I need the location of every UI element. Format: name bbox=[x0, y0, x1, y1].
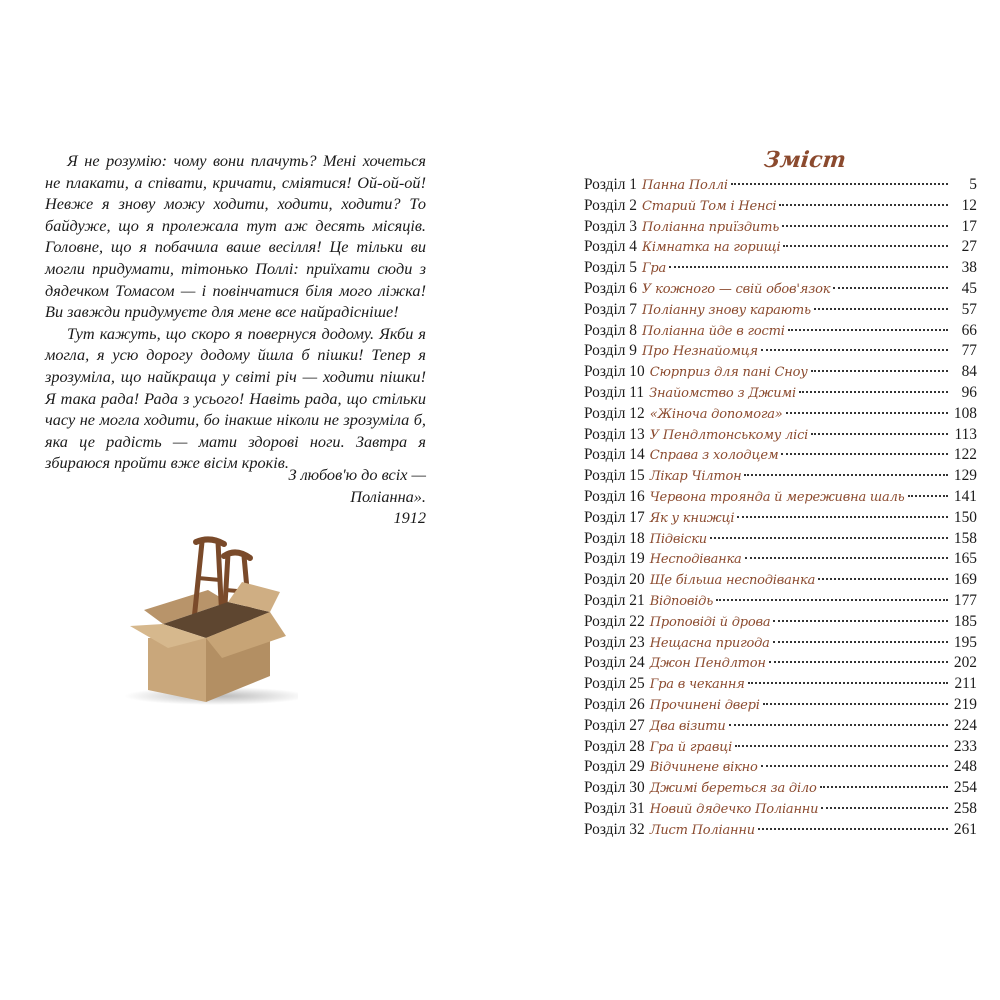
toc-chapter-label: Розділ 3 bbox=[584, 217, 638, 235]
toc-title: Зміст bbox=[762, 147, 848, 173]
toc-leader-dots bbox=[773, 619, 948, 622]
toc-leader-dots bbox=[782, 224, 948, 227]
toc-chapter-label: Розділ 5 bbox=[584, 259, 638, 277]
toc-entry[interactable] bbox=[584, 549, 977, 570]
toc-page-number: 150 bbox=[953, 508, 977, 526]
toc-leader-dots bbox=[783, 244, 948, 247]
toc-leader-dots bbox=[731, 182, 948, 185]
toc-page-number: 195 bbox=[953, 633, 977, 651]
toc-entry[interactable] bbox=[584, 217, 977, 238]
toc-chapter-label: Розділ 20 bbox=[584, 571, 645, 589]
toc-chapter-title: Новий дядечко Поліанни bbox=[649, 801, 819, 817]
toc-chapter-label: Розділ 31 bbox=[584, 799, 645, 817]
toc-leader-dots bbox=[821, 806, 948, 809]
toc-leader-dots bbox=[735, 744, 948, 747]
toc-chapter-title: Два візити bbox=[649, 718, 726, 734]
toc-chapter-title: Панна Поллі bbox=[642, 178, 728, 193]
toc-page-number: 141 bbox=[953, 487, 977, 505]
toc-chapter-title: Лікар Чілтон bbox=[649, 469, 742, 485]
toc-entry[interactable] bbox=[584, 757, 977, 778]
toc-page-number: 202 bbox=[953, 654, 977, 672]
toc-chapter-title: Джимі береться за діло bbox=[649, 781, 817, 797]
toc-page-number: 165 bbox=[953, 550, 977, 568]
toc-leader-dots bbox=[786, 411, 948, 414]
toc-entry[interactable] bbox=[584, 529, 977, 550]
toc-chapter-title: Відчинене вікно bbox=[649, 760, 758, 776]
toc-chapter-label: Розділ 17 bbox=[584, 508, 645, 526]
toc-chapter-label: Розділ 2 bbox=[584, 196, 638, 214]
toc-chapter-label: Розділ 30 bbox=[584, 779, 645, 797]
letter-signature-block bbox=[200, 464, 426, 529]
toc-page-number: 177 bbox=[953, 591, 977, 609]
toc-entry[interactable] bbox=[584, 237, 977, 258]
toc-chapter-label: Розділ 21 bbox=[584, 591, 645, 609]
toc-leader-dots bbox=[811, 432, 948, 435]
toc-leader-dots bbox=[748, 681, 948, 684]
toc-chapter-label: Розділ 29 bbox=[584, 758, 645, 776]
toc-entry[interactable] bbox=[584, 175, 977, 196]
toc-page-number: 12 bbox=[961, 196, 977, 214]
toc-chapter-title: Ще більша несподіванка bbox=[649, 573, 816, 589]
toc-chapter-title: Старий Том і Ненсі bbox=[642, 198, 777, 214]
toc-page-number: 224 bbox=[953, 716, 977, 734]
toc-chapter-label: Розділ 26 bbox=[584, 695, 645, 713]
toc-entry[interactable] bbox=[584, 778, 977, 799]
toc-page-number: 185 bbox=[953, 612, 977, 630]
toc-leader-dots bbox=[716, 598, 948, 601]
crutches-in-box-icon bbox=[118, 530, 298, 710]
letter-text bbox=[45, 150, 426, 474]
toc-page-number: 233 bbox=[953, 737, 977, 755]
toc-entry[interactable] bbox=[584, 633, 977, 654]
toc-leader-dots bbox=[710, 536, 948, 539]
toc-leader-dots bbox=[818, 577, 948, 580]
toc-chapter-title: Гра й гравці bbox=[649, 739, 733, 755]
toc-page-number: 129 bbox=[953, 467, 977, 485]
toc-chapter-label: Розділ 12 bbox=[584, 404, 645, 422]
toc-entry[interactable] bbox=[584, 487, 977, 508]
toc-chapter-title: Гра в чекання bbox=[649, 677, 745, 693]
toc-entry[interactable] bbox=[584, 300, 977, 321]
toc-page-number: 66 bbox=[961, 321, 977, 339]
letter-paragraph-2: Тут кажуть, що скоро я повернуся додому. Якби я могла, я усю дорогу додому йшла б пішки! Тепер я зрозуміла, що найкраща у світі річ — ходити пішки! Я така рада! Рада з усього! Навіть рада, що стільки часу не могла ходити, бо інакше ніколи не зрозуміла б, яка це радість — мати здорові ноги. Завтра я збираюся пройти вже вісім кроків. bbox=[45, 323, 426, 473]
toc-leader-dots bbox=[781, 452, 948, 455]
toc-chapter-label: Розділ 4 bbox=[584, 238, 638, 256]
toc-leader-dots bbox=[814, 307, 948, 310]
toc-chapter-title: Про Незнайомця bbox=[642, 344, 758, 360]
toc-chapter-label: Розділ 14 bbox=[584, 446, 645, 464]
toc-leader-dots bbox=[761, 348, 948, 351]
toc-chapter-label: Розділ 25 bbox=[584, 675, 645, 693]
toc-entry[interactable] bbox=[584, 570, 977, 591]
toc-leader-dots bbox=[744, 473, 948, 476]
toc-chapter-title: Кімнатка на горищі bbox=[642, 240, 781, 256]
toc-page-number: 258 bbox=[953, 799, 977, 817]
toc-chapter-label: Розділ 9 bbox=[584, 342, 638, 360]
toc-leader-dots bbox=[761, 764, 948, 767]
toc-chapter-title: Поліанна приїздить bbox=[642, 219, 780, 235]
toc-chapter-title: У Пендлтонському лісі bbox=[649, 427, 809, 443]
toc-entry[interactable] bbox=[584, 445, 977, 466]
toc-page-number: 254 bbox=[953, 779, 977, 797]
toc-chapter-title: Проповіді й дрова bbox=[649, 614, 771, 630]
toc-entry[interactable] bbox=[584, 695, 977, 716]
toc-entry[interactable] bbox=[584, 737, 977, 758]
toc-chapter-label: Розділ 22 bbox=[584, 612, 645, 630]
toc-chapter-label: Розділ 6 bbox=[584, 279, 638, 297]
toc-chapter-label: Розділ 28 bbox=[584, 737, 645, 755]
toc-chapter-title: Поліанну знову карають bbox=[642, 302, 811, 318]
toc-leader-dots bbox=[820, 785, 948, 788]
toc-page-number: 169 bbox=[953, 571, 977, 589]
toc-entry[interactable] bbox=[584, 279, 977, 300]
toc-entry[interactable] bbox=[584, 341, 977, 362]
toc-chapter-label: Розділ 27 bbox=[584, 716, 645, 734]
toc-chapter-title: Гра bbox=[642, 261, 667, 277]
toc-entry[interactable] bbox=[584, 321, 977, 342]
toc-chapter-title: Нещасна пригода bbox=[649, 635, 770, 651]
toc-entry[interactable] bbox=[584, 362, 977, 383]
toc-page-number: 211 bbox=[954, 675, 977, 693]
toc-chapter-title: «Жіноча допомога» bbox=[649, 406, 783, 422]
toc-leader-dots bbox=[779, 203, 948, 206]
toc-chapter-title: Джон Пендлтон bbox=[649, 656, 766, 672]
toc-page-number: 45 bbox=[961, 279, 977, 297]
toc-leader-dots bbox=[669, 265, 948, 268]
toc-chapter-title: Підвіски bbox=[649, 531, 707, 547]
toc-chapter-label: Розділ 1 bbox=[584, 176, 638, 193]
toc-entry[interactable] bbox=[584, 404, 977, 425]
toc-chapter-title: Знайомство з Джимі bbox=[649, 385, 796, 401]
toc-entry[interactable] bbox=[584, 383, 977, 404]
toc-leader-dots bbox=[737, 515, 948, 518]
toc-chapter-title: У кожного — свій обов'язок bbox=[642, 281, 831, 297]
table-of-contents bbox=[584, 175, 977, 841]
toc-entry[interactable] bbox=[584, 653, 977, 674]
toc-entry[interactable] bbox=[584, 466, 977, 487]
toc-chapter-label: Розділ 11 bbox=[584, 383, 645, 401]
toc-page-number: 113 bbox=[954, 425, 977, 443]
toc-chapter-label: Розділ 8 bbox=[584, 321, 638, 339]
toc-leader-dots bbox=[729, 723, 948, 726]
toc-chapter-title: Відповідь bbox=[649, 593, 714, 609]
toc-chapter-title: Прочинені двері bbox=[649, 697, 760, 713]
letter-closing: З любов'ю до всіх — bbox=[288, 465, 426, 484]
toc-entry[interactable] bbox=[584, 674, 977, 695]
toc-leader-dots bbox=[908, 494, 948, 497]
toc-page-number: 158 bbox=[953, 529, 977, 547]
toc-page-number: 261 bbox=[953, 820, 977, 838]
toc-page-number: 108 bbox=[953, 404, 977, 422]
toc-leader-dots bbox=[763, 702, 948, 705]
toc-chapter-title: Як у книжці bbox=[649, 510, 735, 526]
toc-chapter-title: Червона троянда й мереживна шаль bbox=[649, 489, 905, 505]
toc-chapter-label: Розділ 10 bbox=[584, 363, 645, 381]
toc-chapter-title: Справа з холодцем bbox=[649, 448, 779, 464]
toc-entry[interactable] bbox=[584, 508, 977, 529]
toc-entry[interactable] bbox=[584, 716, 977, 737]
toc-chapter-label: Розділ 32 bbox=[584, 820, 645, 838]
toc-page-number: 84 bbox=[961, 363, 977, 381]
letter-year: 1912 bbox=[393, 508, 426, 528]
toc-chapter-title: Сюрприз для пані Сноу bbox=[649, 365, 808, 381]
toc-page-number: 57 bbox=[961, 300, 977, 318]
toc-page-number: 248 bbox=[953, 758, 977, 776]
toc-leader-dots bbox=[833, 286, 948, 289]
toc-page-number: 96 bbox=[961, 383, 977, 401]
toc-entry[interactable] bbox=[584, 591, 977, 612]
toc-page-number: 38 bbox=[961, 259, 977, 277]
toc-chapter-label: Розділ 19 bbox=[584, 550, 645, 568]
toc-page-number: 5 bbox=[969, 176, 977, 193]
toc-leader-dots bbox=[769, 660, 948, 663]
toc-chapter-label: Розділ 23 bbox=[584, 633, 645, 651]
toc-chapter-label: Розділ 13 bbox=[584, 425, 645, 443]
toc-chapter-title: Несподіванка bbox=[649, 552, 742, 568]
toc-leader-dots bbox=[745, 556, 948, 559]
toc-chapter-label: Розділ 16 bbox=[584, 487, 645, 505]
toc-leader-dots bbox=[773, 640, 948, 643]
toc-entry[interactable] bbox=[584, 425, 977, 446]
toc-chapter-label: Розділ 18 bbox=[584, 529, 645, 547]
toc-page-number: 27 bbox=[961, 238, 977, 256]
toc-page-number: 17 bbox=[961, 217, 977, 235]
letter-signature: Поліанна». bbox=[350, 486, 426, 506]
toc-entry[interactable] bbox=[584, 196, 977, 217]
toc-entry[interactable] bbox=[584, 799, 977, 820]
toc-leader-dots bbox=[758, 827, 948, 830]
toc-leader-dots bbox=[811, 369, 948, 372]
toc-entry[interactable] bbox=[584, 612, 977, 633]
toc-chapter-label: Розділ 7 bbox=[584, 300, 638, 318]
toc-page-number: 219 bbox=[953, 695, 977, 713]
toc-leader-dots bbox=[799, 390, 948, 393]
toc-page-number: 77 bbox=[961, 342, 977, 360]
toc-chapter-title: Поліанна йде в гості bbox=[642, 323, 785, 339]
toc-entry[interactable] bbox=[584, 820, 977, 841]
toc-chapter-label: Розділ 24 bbox=[584, 654, 645, 672]
toc-chapter-title: Лист Поліанни bbox=[649, 822, 755, 838]
toc-chapter-label: Розділ 15 bbox=[584, 467, 645, 485]
letter-paragraph-1: Я не розумію: чому вони плачуть? Мені хочеться не плакати, а співати, кричати, сміятися! Ой-ой-ой! Невже я знову можу ходити, ходити, ходити? То байдуже, що я пролежала тут аж десять місяців. Головне, що я побачила ваше весілля! Це тільки ви могли придумати, тітонько Поллі: приїхати сюди з дядечком Томасом — і повінчатися біля мого ліжка! Ви завжди придумуєте для мене все найрадісніше! bbox=[45, 151, 426, 322]
toc-page-number: 122 bbox=[953, 446, 977, 464]
toc-entry[interactable] bbox=[584, 258, 977, 279]
toc-leader-dots bbox=[788, 328, 948, 331]
